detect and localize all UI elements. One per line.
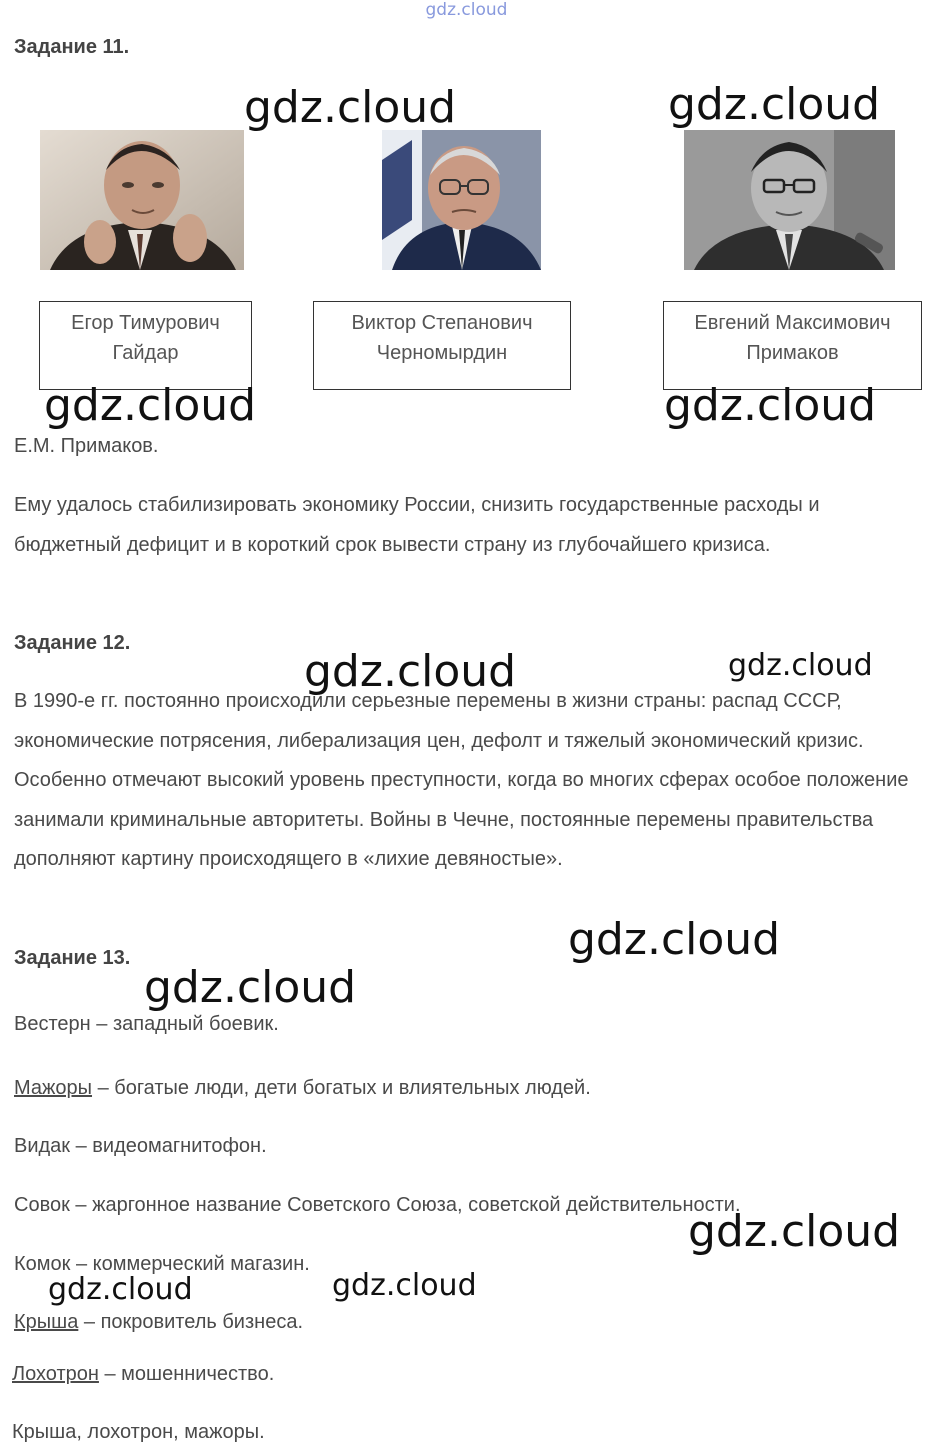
site-watermark-top: gdz.cloud	[425, 0, 508, 20]
watermark: gdz.cloud	[664, 380, 877, 431]
watermark: gdz.cloud	[332, 1268, 477, 1303]
watermark: gdz.cloud	[48, 1272, 193, 1307]
term-row-krysha	[14, 1311, 303, 1334]
watermark: gdz.cloud	[144, 962, 357, 1013]
task11-explanation: Ему удалось стабилизировать экономику России, снизить государственные расходы и бюджетный дефицит и в короткий срок вывести страну из глубочайшего кризиса.	[14, 494, 820, 556]
watermark: gdz.cloud	[244, 82, 457, 133]
term-row-sovok	[14, 1194, 741, 1217]
namebox-primakov	[663, 301, 922, 390]
name-last-gaidar: Гайдар	[112, 342, 179, 364]
watermark: gdz.cloud	[688, 1206, 901, 1257]
term-majory: Мажоры	[14, 1077, 93, 1099]
photo-primakov	[684, 130, 895, 270]
photo-gaidar	[40, 130, 244, 270]
task13-answer: Крыша, лохотрон, мажоры.	[12, 1421, 265, 1443]
name-first-gaidar: Егор Тимурович	[71, 312, 220, 334]
watermark: gdz.cloud	[668, 79, 881, 130]
term-row-vidak	[14, 1135, 267, 1158]
term-western: Вестерн	[14, 1013, 91, 1035]
task11-answer: Е.М. Примаков.	[14, 435, 159, 457]
def-western: – западный боевик.	[90, 1013, 279, 1035]
term-krysha: Крыша	[14, 1311, 79, 1333]
def-vidak: – видеомагнитофон.	[70, 1135, 267, 1157]
watermark: gdz.cloud	[304, 646, 517, 697]
task13-heading: Задание 13.	[14, 947, 131, 969]
namebox-gaidar	[39, 301, 252, 390]
name-first-primakov: Евгений Максимович	[694, 312, 891, 334]
watermark: gdz.cloud	[44, 380, 257, 431]
def-sovok: – жаргонное название Советского Союза, советской действительности.	[69, 1194, 741, 1216]
term-lokhotron: Лохотрон	[12, 1363, 99, 1385]
task12-heading: Задание 12.	[14, 632, 131, 654]
term-vidak: Видак	[14, 1135, 71, 1157]
task11-heading: Задание 11.	[14, 36, 130, 58]
photo-chernomyrdin	[382, 130, 541, 270]
name-first-chernomyrdin: Виктор Степанович	[351, 312, 533, 334]
name-last-chernomyrdin: Черномырдин	[376, 342, 508, 364]
task12-text: В 1990-е гг. постоянно происходили серьезные перемены в жизни страны: распад СССР, экономические потрясения, либерализация цен, дефолт и тяжелый экономический кризис. Особенно отмечают высокий уровень преступности, когда во многих сферах особое положение занимали криминальные авторитеты. Войны в Чечне, постоянные перемены правительства дополняют картину происходящего в «лихие девяностые».	[14, 690, 909, 870]
def-komok: – коммерческий магазин.	[70, 1253, 310, 1275]
namebox-chernomyrdin	[313, 301, 571, 390]
term-komok: Комок	[14, 1253, 71, 1275]
term-row-lokhotron	[12, 1363, 274, 1386]
def-krysha: – покровитель бизнеса.	[78, 1311, 303, 1333]
term-sovok: Совок	[14, 1194, 70, 1216]
def-majory: – богатые люди, дети богатых и влиятельных людей.	[92, 1077, 591, 1099]
term-row-majory	[14, 1077, 591, 1100]
def-lokhotron: – мошенничество.	[98, 1363, 275, 1385]
name-last-primakov: Примаков	[746, 342, 839, 364]
watermark: gdz.cloud	[568, 914, 781, 965]
watermark: gdz.cloud	[728, 648, 873, 683]
term-row-western	[14, 1013, 279, 1036]
